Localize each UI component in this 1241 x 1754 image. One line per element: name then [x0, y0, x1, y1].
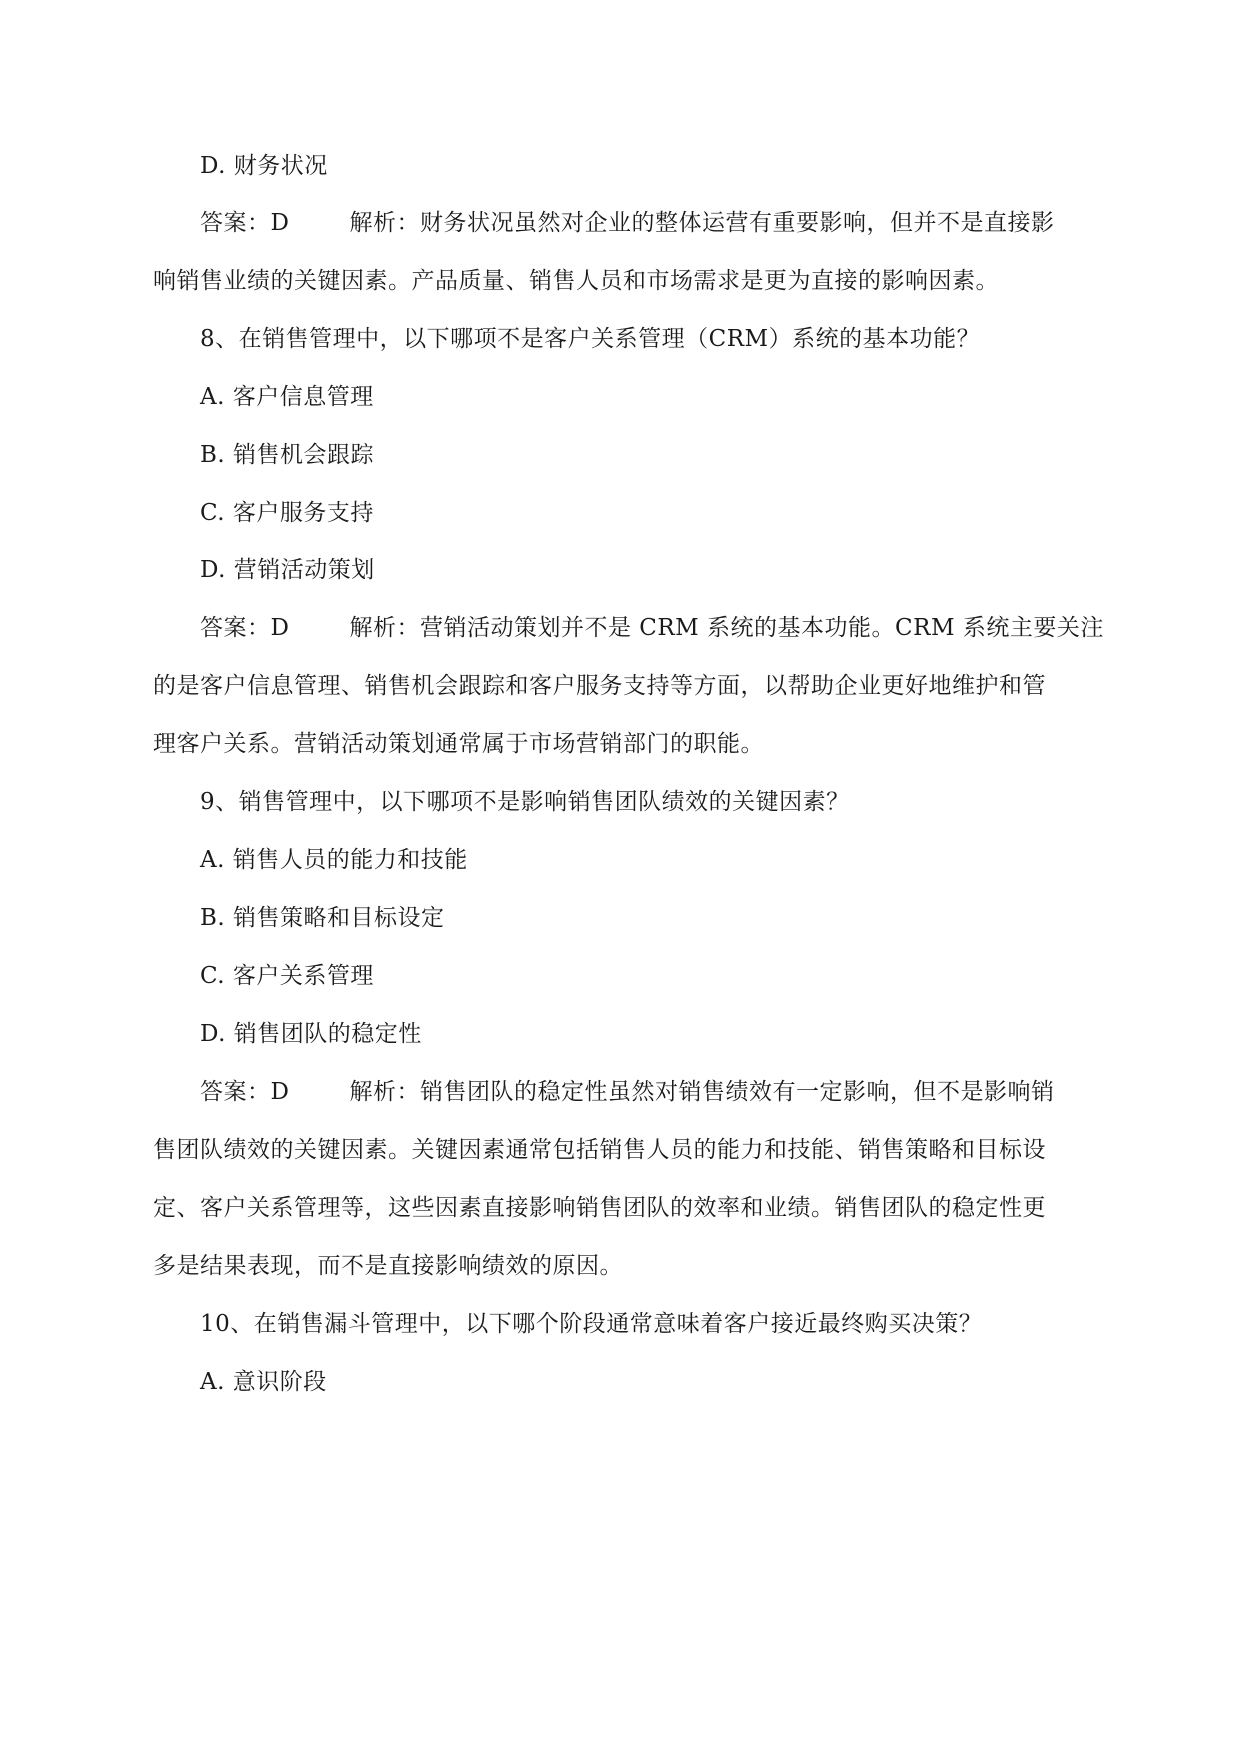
- q8-option-d: D. 营销活动策划: [200, 557, 375, 583]
- q8-analysis-line3: 理客户关系。营销活动策划通常属于市场营销部门的职能。: [153, 731, 764, 757]
- q8-analysis-line1: 解析：营销活动策划并不是 CRM 系统的基本功能。CRM 系统主要关注: [349, 615, 1104, 641]
- q7-answer-label: 答案：D: [200, 210, 290, 236]
- q7-answer-analysis: [200, 207, 1054, 239]
- q9-answer-analysis: [200, 1076, 1054, 1108]
- q9-analysis-line4: 多是结果表现，而不是直接影响绩效的原因。: [153, 1253, 623, 1279]
- q7-option-d: D. 财务状况: [200, 153, 328, 179]
- q7-analysis-line2: 响销售业绩的关键因素。产品质量、销售人员和市场需求是更为直接的影响因素。: [153, 268, 999, 294]
- q9-option-c: C. 客户关系管理: [200, 963, 374, 989]
- q10-question: 10、在销售漏斗管理中，以下哪个阶段通常意味着客户接近最终购买决策？: [200, 1311, 983, 1337]
- q9-question: 9、销售管理中，以下哪项不是影响销售团队绩效的关键因素？: [200, 789, 850, 815]
- q9-option-d: D. 销售团队的稳定性: [200, 1021, 422, 1047]
- q9-answer-label: 答案：D: [200, 1079, 290, 1105]
- q9-analysis-line3: 定、客户关系管理等，这些因素直接影响销售团队的效率和业绩。销售团队的稳定性更: [153, 1195, 1046, 1221]
- q8-answer-analysis: [200, 612, 1104, 644]
- q8-analysis-line2: 的是客户信息管理、销售机会跟踪和客户服务支持等方面，以帮助企业更好地维护和管: [153, 673, 1046, 699]
- q8-option-c: C. 客户服务支持: [200, 500, 374, 526]
- q8-option-b: B. 销售机会跟踪: [200, 442, 375, 468]
- q7-analysis-line1: 解析：财务状况虽然对企业的整体运营有重要影响，但并不是直接影: [349, 210, 1055, 236]
- q10-option-a: A. 意识阶段: [200, 1369, 327, 1395]
- q8-answer-label: 答案：D: [200, 615, 290, 641]
- q9-option-b: B. 销售策略和目标设定: [200, 905, 445, 931]
- q9-analysis-line2: 售团队绩效的关键因素。关键因素通常包括销售人员的能力和技能、销售策略和目标设: [153, 1137, 1046, 1163]
- q8-option-a: A. 客户信息管理: [200, 384, 374, 410]
- q8-question: 8、在销售管理中，以下哪项不是客户关系管理（CRM）系统的基本功能？: [200, 326, 981, 352]
- q9-option-a: A. 销售人员的能力和技能: [200, 847, 468, 873]
- q9-analysis-line1: 解析：销售团队的稳定性虽然对销售绩效有一定影响，但不是影响销: [349, 1079, 1055, 1105]
